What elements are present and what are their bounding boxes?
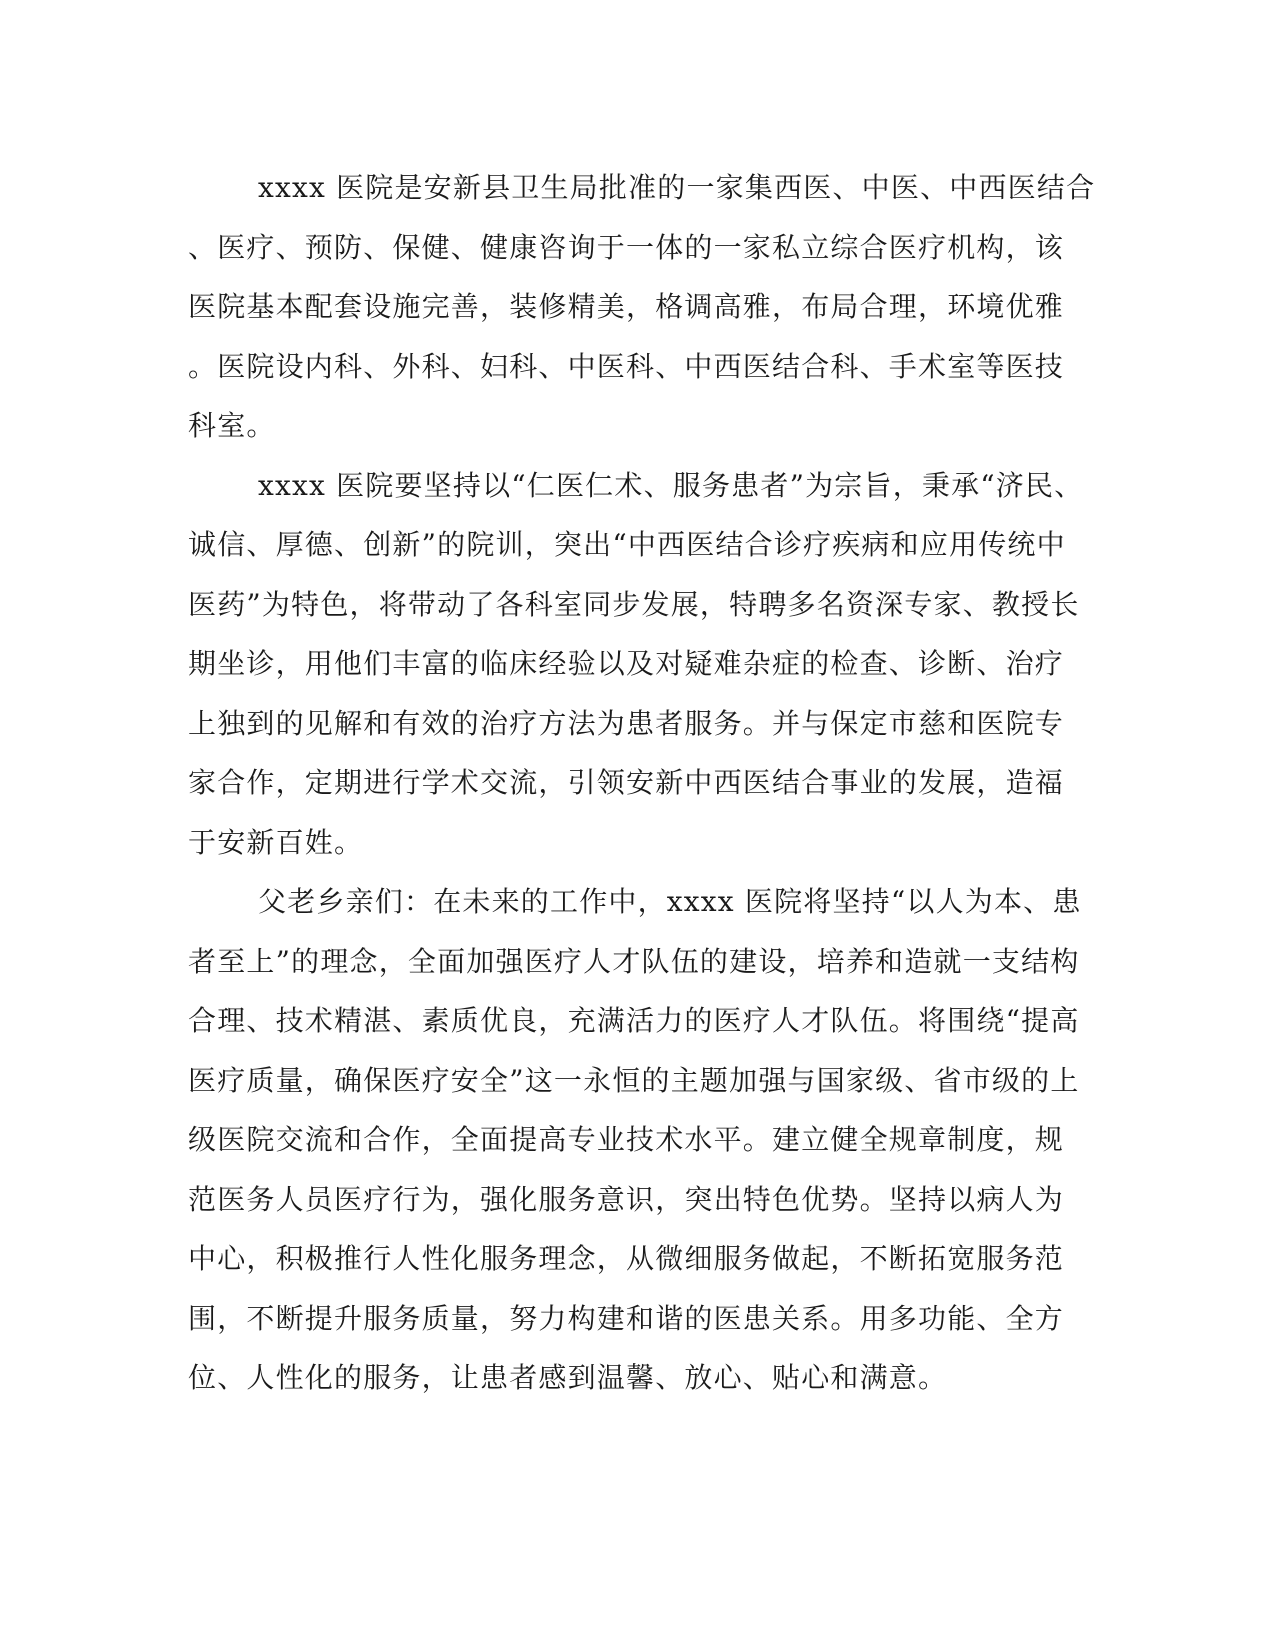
text-line: 家合作，定期进行学术交流，引领安新中西医结合事业的发展，造福 xyxy=(188,766,1065,799)
text-line: xxxx 医院要坚持以“仁医仁术、服务患者”为宗旨，秉承“济民、 xyxy=(258,468,1084,502)
text-line: 围，不断提升服务质量，努力构建和谐的医患关系。用多功能、全方 xyxy=(188,1301,1065,1335)
text-line: 科室。 xyxy=(188,409,276,442)
text-line: 者至上”的理念，全面加强医疗人才队伍的建设，培养和造就一支结构 xyxy=(188,944,1080,978)
text-line: 。医院设内科、外科、妇科、中医科、中西医结合科、手术室等医技 xyxy=(188,349,1065,383)
text-line: 级医院交流和合作，全面提高专业技术水平。建立健全规章制度，规 xyxy=(188,1123,1065,1156)
document-body xyxy=(188,158,1188,1408)
text-line: 范医务人员医疗行为，强化服务意识，突出特色优势。坚持以病人为 xyxy=(188,1182,1065,1216)
text-line: 、医疗、预防、保健、健康咨询于一体的一家私立综合医疗机构，该 xyxy=(188,230,1065,264)
paragraph-hospital-intro xyxy=(188,158,1188,456)
text-line: 医疗质量，确保医疗安全”这一永恒的主题加强与国家级、省市级的上 xyxy=(188,1063,1080,1097)
text-line: 医院基本配套设施完善，装修精美，格调高雅，布局合理，环境优雅 xyxy=(188,290,1065,323)
paragraph-hospital-mission xyxy=(188,456,1188,873)
paragraph-hospital-future xyxy=(188,872,1188,1408)
text-line: 诚信、厚德、创新”的院训，突出“中西医结合诊疗疾病和应用传统中 xyxy=(188,528,1066,561)
text-line: 医药”为特色，将带动了各科室同步发展，特聘多名资深专家、教授长 xyxy=(188,587,1080,621)
text-line: 上独到的见解和有效的治疗方法为患者服务。并与保定市慈和医院专 xyxy=(188,706,1065,740)
text-line: 合理、技术精湛、素质优良，充满活力的医疗人才队伍。将围绕“提高 xyxy=(188,1004,1080,1037)
text-line: 期坐诊，用他们丰富的临床经验以及对疑难杂症的检查、诊断、治疗 xyxy=(188,647,1065,680)
text-line: 于安新百姓。 xyxy=(188,825,364,859)
text-line: 中心，积极推行人性化服务理念，从微细服务做起，不断拓宽服务范 xyxy=(188,1242,1065,1275)
text-line: 父老乡亲们：在未来的工作中，xxxx 医院将坚持“以人为本、患 xyxy=(258,885,1082,918)
text-line: xxxx 医院是安新县卫生局批准的一家集西医、中医、中西医结合 xyxy=(258,171,1096,204)
text-line: 位、人性化的服务，让患者感到温馨、放心、贴心和满意。 xyxy=(188,1361,948,1394)
